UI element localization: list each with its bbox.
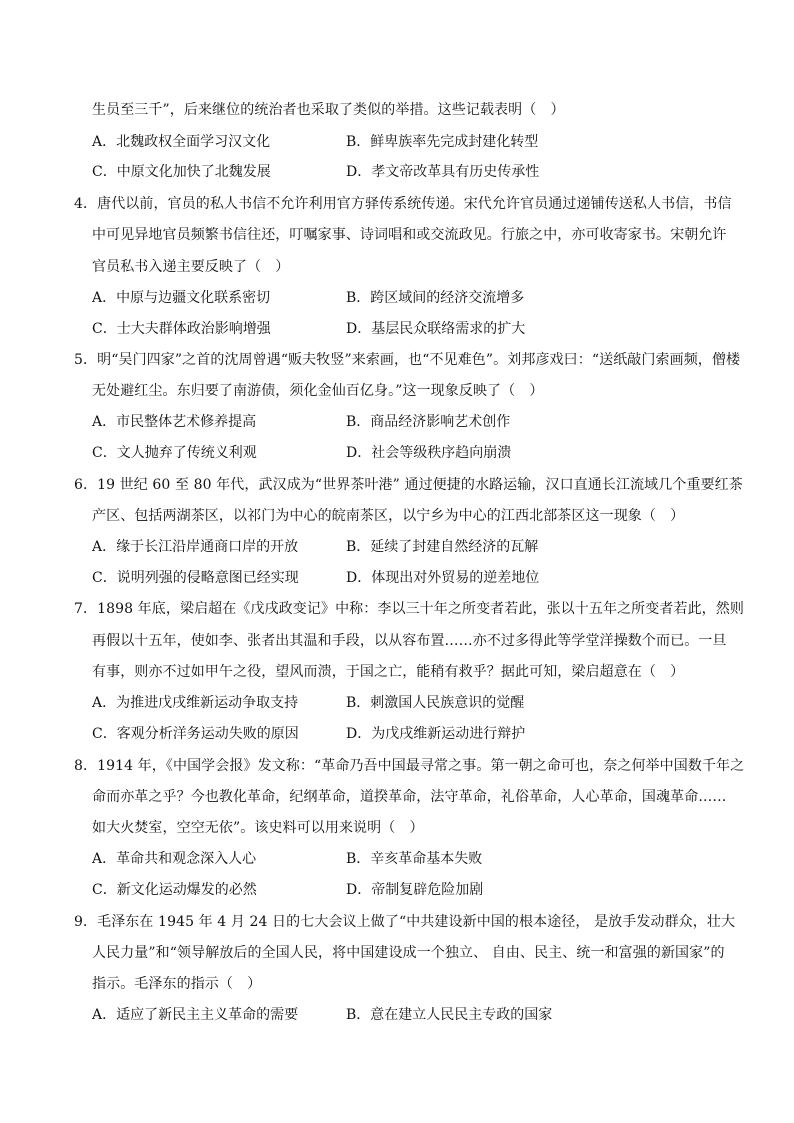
- q6-option-c[interactable]: C．说明列强的侵略意图已经实现: [92, 570, 299, 586]
- q6-text-line-1: 6．19 世纪 60 至 80 年代，武汉成为“世界茶叶港” 通过便捷的水路运输，汉口直通长江流域几个重要红茶: [74, 477, 743, 493]
- q5-option-d[interactable]: D．社会等级秩序趋向崩溃: [346, 445, 512, 461]
- q5-option-c[interactable]: C．文人抛弃了传统义利观: [92, 445, 257, 461]
- q8-option-a[interactable]: A．革命共和观念深入人心: [92, 851, 257, 867]
- q9-option-b[interactable]: B．意在建立人民民主专政的国家: [346, 1007, 553, 1023]
- q8-option-d[interactable]: D．帝制复辟危险加剧: [346, 882, 484, 898]
- q9-text-line-3: 指示。毛泽东的指示（ ）: [92, 976, 262, 992]
- q3-option-d[interactable]: D．孝文帝改革具有历史传承性: [346, 164, 540, 180]
- q7-text-line-1: 7．1898 年底，梁启超在《戊戌政变记》中称：李以三十年之所变者若此，张以十五年之所变者若此，然则: [74, 601, 744, 617]
- q5-options-row-1: [92, 413, 732, 431]
- q4-options-row-1: [92, 289, 732, 307]
- q6-options-row-1: [92, 538, 732, 556]
- q8-options-row-1: [92, 850, 732, 868]
- q9-option-a[interactable]: A．适应了新民主主义革命的需要: [92, 1007, 299, 1023]
- q3-options-row-1: [92, 133, 732, 151]
- q4-option-b[interactable]: B．跨区域间的经济交流增多: [346, 290, 525, 306]
- q7-option-b[interactable]: B．刺激国人民族意识的觉醒: [346, 695, 525, 711]
- q9-options-row-1: [92, 1006, 732, 1024]
- q3-options-row-2: [92, 163, 732, 181]
- q9-text-line-1: 9．毛泽东在 1945 年 4 月 24 日的七大会议上做了“中共建设新中国的根本途径， 是放手发动群众，壮大: [74, 914, 736, 930]
- q7-options-row-2: [92, 725, 732, 743]
- q5-option-b[interactable]: B．商品经济影响艺术创作: [346, 414, 511, 430]
- q5-text-line-2: 无处避红尘。东归要了南游债，须化金仙百亿身。”这一现象反映了（ ）: [92, 383, 544, 399]
- q7-text-line-3: 有事，则亦不过如甲午之役，望风而溃，于国之亡，能稍有救乎？据此可知，梁启超意在（ ）: [92, 664, 685, 680]
- q3-text-line-1: 生员至三千”，后来继位的统治者也采取了类似的举措。这些记载表明（ ）: [92, 102, 565, 118]
- q6-text-line-2: 产区、包括两湖茶区，以祁门为中心的皖南茶区，以宁乡为中心的江西北部茶区这一现象（ ）: [92, 508, 685, 524]
- q7-text-line-2: 再假以十五年，使如李、张者出其温和手段，以从容布置……亦不过多得此等学堂洋操数个而已。一旦: [92, 633, 727, 649]
- q7-option-d[interactable]: D．为戊戌维新运动进行辩护: [346, 726, 526, 742]
- q4-text-line-3: 官员私书入递主要反映了（ ）: [92, 259, 290, 275]
- q8-option-c[interactable]: C．新文化运动爆发的必然: [92, 882, 257, 898]
- q8-text-line-3: 如大火焚室，空空无依”。该史料可以用来说明（ ）: [92, 820, 424, 836]
- q8-option-b[interactable]: B．辛亥革命基本失败: [346, 851, 483, 867]
- q4-option-a[interactable]: A．中原与边疆文化联系密切: [92, 290, 271, 306]
- q9-text-line-2: 人民力量”和“领导解放后的全国人民，将中国建设成一个独立、 自由、民主、统一和富强的新国家”的: [92, 945, 725, 961]
- q8-text-line-2: 命而亦革之乎？今也教化革命，纪纲革命，道揆革命，法守革命，礼俗革命，人心革命，国魂革命……: [92, 789, 727, 805]
- q4-text-line-2: 中可见异地官员频繁书信往还，叮嘱家事、诗词唱和或交流政见。行旅之中，亦可收寄家书。宋朝允许: [92, 227, 727, 243]
- q7-option-a[interactable]: A．为推进戊戌维新运动争取支持: [92, 695, 299, 711]
- q8-text-line-1: 8．1914 年，《中国学会报》发文称：“革命乃吾中国最寻常之事。第一朝之命可也，奈之何举中国数千年之: [74, 758, 745, 774]
- q4-option-c[interactable]: C．士大夫群体政治影响增强: [92, 321, 271, 337]
- q7-option-c[interactable]: C．客观分析洋务运动失败的原因: [92, 726, 299, 742]
- q5-text-line-1: 5．明“吴门四家”之首的沈周曾遇“贩夫牧竖”来索画，也“不见难色”。刘邦彦戏曰：“送纸敲门索画频，僧楼: [74, 352, 741, 368]
- q4-text-line-1: 4．唐代以前，官员的私人书信不允许利用官方驿传系统传递。宋代允许官员通过递铺传送私人书信，书信: [74, 196, 732, 212]
- q5-option-a[interactable]: A．市民整体艺术修养提高: [92, 414, 257, 430]
- q6-option-a[interactable]: A．缘于长江沿岸通商口岸的开放: [92, 539, 299, 555]
- q3-option-c[interactable]: C．中原文化加快了北魏发展: [92, 164, 271, 180]
- q6-options-row-2: [92, 569, 732, 587]
- q4-options-row-2: [92, 320, 732, 338]
- q7-options-row-1: [92, 694, 732, 712]
- q3-option-a[interactable]: A．北魏政权全面学习汉文化: [92, 134, 271, 150]
- q6-option-d[interactable]: D．体现出对外贸易的逆差地位: [346, 570, 540, 586]
- q5-options-row-2: [92, 444, 732, 462]
- q3-option-b[interactable]: B．鲜卑族率先完成封建化转型: [346, 134, 539, 150]
- q6-option-b[interactable]: B．延续了封建自然经济的瓦解: [346, 539, 539, 555]
- q8-options-row-2: [92, 881, 732, 899]
- q4-option-d[interactable]: D．基层民众联络需求的扩大: [346, 321, 526, 337]
